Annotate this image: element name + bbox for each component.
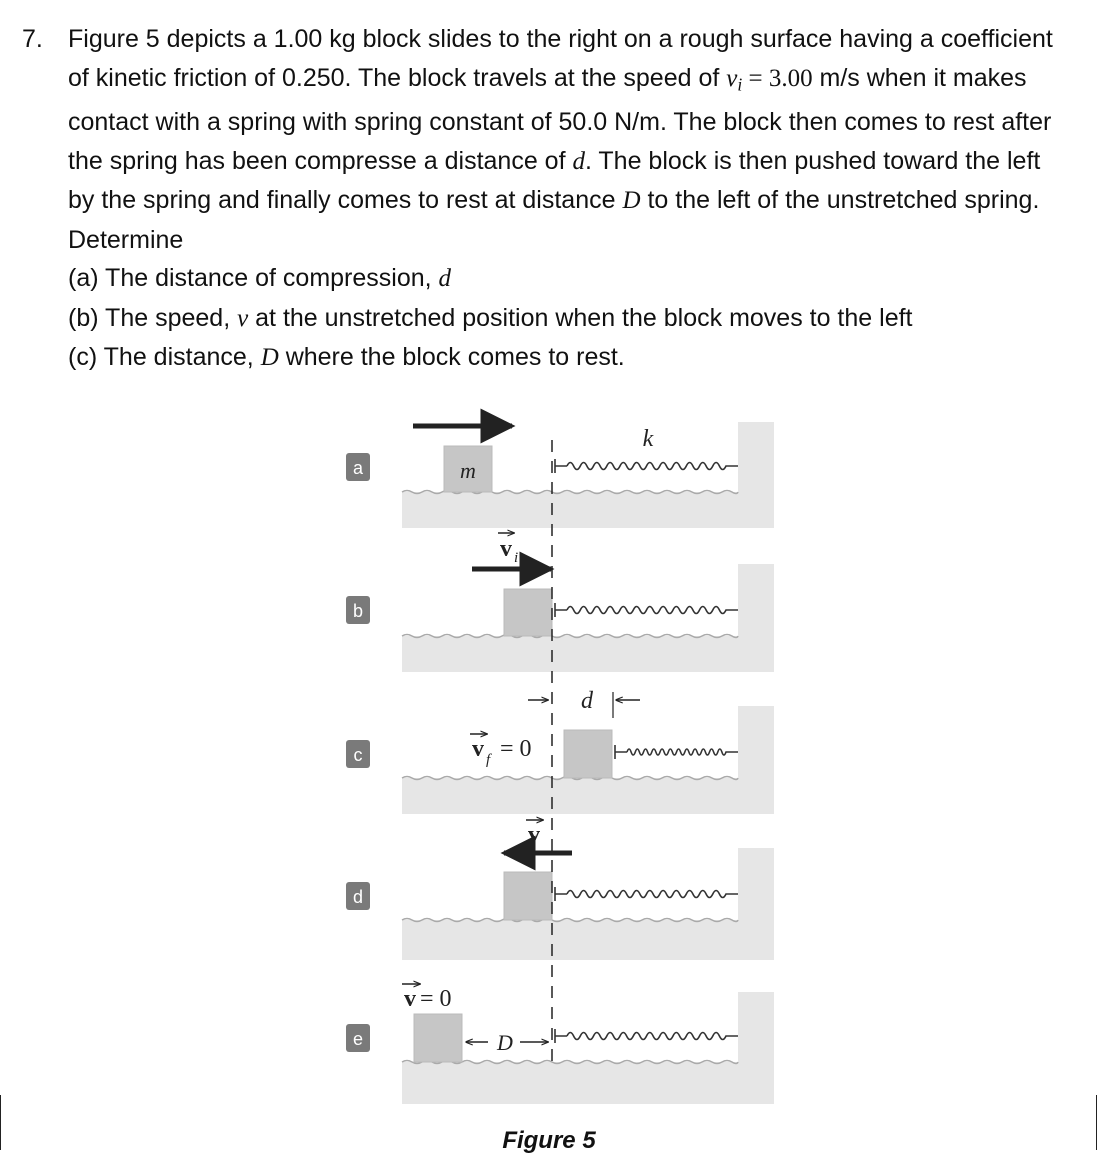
block-b: [504, 589, 552, 636]
stem-part-3: . The block is then pushed toward the left by the spring and finally comes to rest at distance: [68, 146, 1041, 215]
question-7: [22, 20, 1072, 378]
part-a-text: (a) The distance of compression,: [68, 264, 439, 293]
vi-value: = 3.00: [742, 64, 813, 92]
wall-a: [738, 422, 774, 496]
block-e: [414, 1014, 462, 1062]
spring-c: [615, 745, 738, 759]
label-v0-eq: = 0: [420, 986, 452, 1012]
panel-a: [402, 422, 774, 528]
vi-symbol: v: [726, 64, 738, 92]
wall-c: [738, 706, 774, 782]
stem-part-1: Figure 5 depicts a 1.00 kg block slides to the right on a rough surface having a coefficient of kinetic friction of 0.250. The block travels at the speed of: [68, 25, 1053, 92]
stem-part-2: m/s when it makes contact with a spring with spring constant of 50.0 N/m. The block then comes to rest after the spring has been compresse a distance of: [68, 63, 1052, 175]
panel-e: [402, 992, 774, 1104]
label-m: m: [460, 458, 476, 483]
label-v: v: [528, 822, 540, 848]
label-k: k: [642, 426, 654, 452]
stem-part-4: to the left of the unstretched spring. Determine: [68, 186, 1040, 254]
part-c-text-2: where the block comes to rest.: [278, 343, 625, 372]
question-parts: [68, 259, 1072, 378]
wall-e: [738, 992, 774, 1066]
question-stem: [68, 20, 1072, 259]
floor-b: [402, 636, 774, 672]
label-vf: v: [472, 736, 484, 762]
panel-letter-badges: [346, 453, 370, 1052]
part-b-text-1: (b) The speed,: [68, 303, 238, 332]
figure-caption: Figure 5: [502, 1127, 596, 1154]
label-D: D: [497, 1030, 513, 1055]
part-c-text-1: (c) The distance,: [68, 343, 261, 372]
label-v0: v: [404, 986, 416, 1012]
label-vf-eq: = 0: [500, 736, 532, 762]
spring-a: [555, 459, 738, 473]
floor-a: [402, 492, 774, 528]
figure-5-diagram: [0, 400, 1098, 1120]
question-number: 7.: [22, 25, 43, 53]
panel-d: [402, 848, 774, 960]
D-symbol: D: [622, 187, 641, 215]
badge-d-label: d: [352, 887, 364, 907]
part-b-text-2: at the unstretched position when the block moves to the left: [248, 303, 913, 332]
block-d: [504, 872, 552, 920]
part-b: [68, 299, 1072, 339]
part-a: [68, 259, 1072, 299]
part-a-symbol: d: [438, 265, 452, 293]
block-c: [564, 730, 612, 778]
wall-b: [738, 564, 774, 640]
vi-subscript: i: [737, 73, 743, 94]
label-vi: v: [500, 536, 512, 562]
badge-c-label: c: [353, 745, 363, 765]
d-symbol: d: [572, 147, 585, 175]
floor-e: [402, 1062, 774, 1104]
wall-d: [738, 848, 774, 924]
part-c: [68, 338, 1072, 378]
badge-b-label: b: [352, 601, 364, 621]
floor-c: [402, 778, 774, 814]
badge-e-label: e: [352, 1029, 364, 1049]
spring-e: [555, 1029, 738, 1043]
spring-d: [555, 887, 738, 901]
label-vi-sub: i: [514, 550, 519, 566]
spring-b: [555, 603, 738, 617]
label-vf-sub: f: [486, 752, 491, 768]
badge-a-label: a: [352, 458, 364, 478]
floor-d: [402, 920, 774, 960]
part-b-symbol: v: [237, 304, 249, 332]
label-d: d: [581, 688, 593, 714]
part-c-symbol: D: [260, 344, 279, 372]
panel-b: [402, 564, 774, 672]
